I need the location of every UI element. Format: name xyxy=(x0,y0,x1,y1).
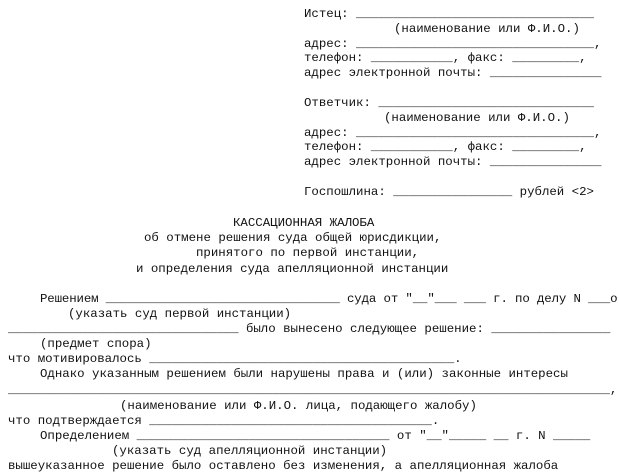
hint-appellate-court: (указать суд апелляционной инстанции) xyxy=(112,444,388,458)
defendant-field: Ответчик: _____________________________ xyxy=(304,96,594,110)
hint-first-instance-court: (указать суд первой инстанции) xyxy=(68,307,292,321)
paragraph-appeal-result: вышеуказанное решение было оставлено без изменения, а апелляционная жалоба xyxy=(8,459,559,473)
defendant-email-field: адрес электронной почты: _______________ xyxy=(304,155,602,169)
plaintiff-email-field: адрес электронной почты: _______________ xyxy=(304,66,602,80)
paragraph-decision: Решением ________________________________ суда от "__"___ ___ г. по делу N ___о xyxy=(40,292,618,306)
document-subtitle-line-2: принятого по первой инстанции, xyxy=(196,246,420,260)
document-subtitle-line-1: об отмене решения суда общей юрисдикции, xyxy=(144,231,442,245)
hint-complainant: (наименование или Ф.И.О. лица, подающего жалобу) xyxy=(120,399,477,413)
defendant-phone-field: телефон: ___________, факс: _________, xyxy=(304,140,587,154)
plaintiff-phone-field: телефон: ___________, факс: _________, xyxy=(304,51,587,65)
plaintiff-address-field: адрес: ________________________________, xyxy=(304,37,602,51)
paragraph-violation-party: __________________________________________________________________________________, xyxy=(8,383,618,397)
paragraph-ruling: Определением __________________________________ от "__"_____ __ г. N _____ xyxy=(40,429,591,443)
document-title: КАССАЦИОННАЯ ЖАЛОБА xyxy=(233,216,375,230)
defendant-hint: (наименование или Ф.И.О.) xyxy=(384,111,570,125)
plaintiff-hint: (наименование или Ф.И.О.) xyxy=(394,22,580,36)
document-subtitle-line-3: и определения суда апелляционной инстанции xyxy=(136,262,449,276)
state-fee-field: Госпошлина: ________________ рублей <2> xyxy=(304,185,594,199)
defendant-address-field: адрес: ________________________________, xyxy=(304,126,602,140)
paragraph-confirmation: что подтверждается ______________________________________. xyxy=(8,414,440,428)
paragraph-decision-issued: _______________________________ было вынесено следующее решение: ________________ xyxy=(8,322,611,336)
paragraph-violation: Однако указанным решением были нарушены права и (или) законные интересы xyxy=(40,367,568,381)
hint-subject-of-dispute: (предмет спора) xyxy=(40,337,152,351)
plaintiff-field: Истец: ________________________________ xyxy=(304,7,594,21)
paragraph-motivation: что мотивировалось _________________________________________. xyxy=(8,352,462,366)
